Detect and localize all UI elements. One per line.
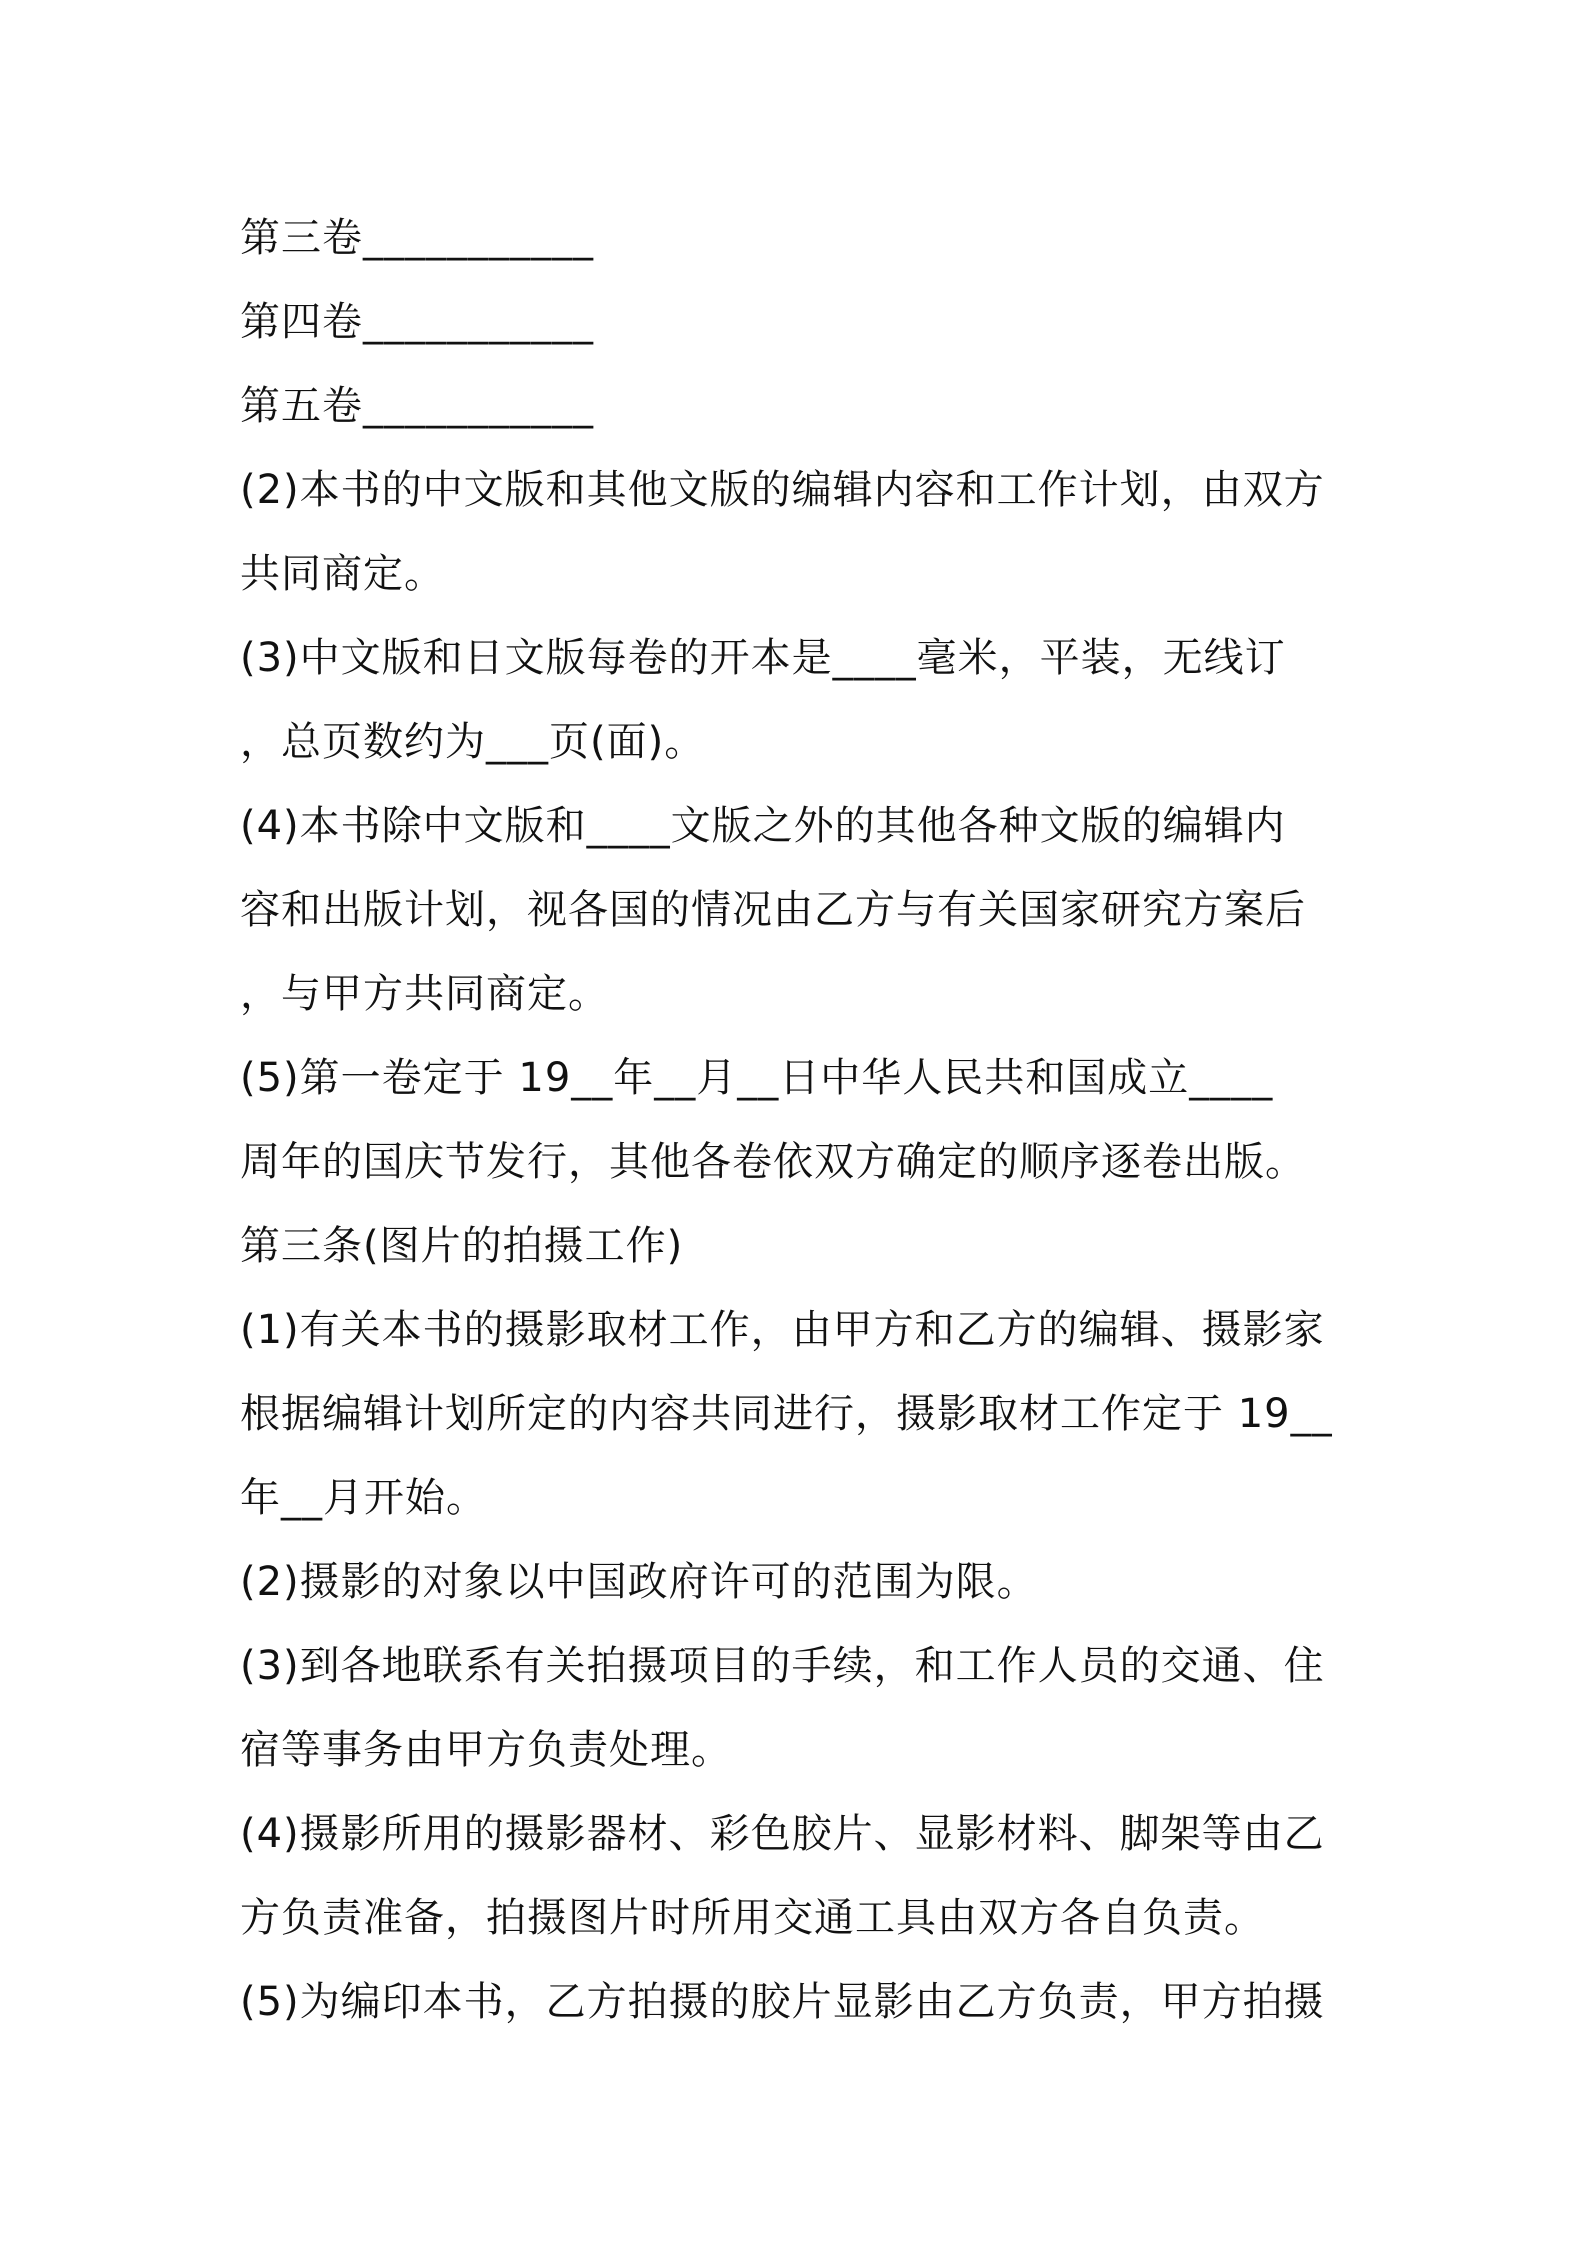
text-line-volume-3: 第三卷___________ [240, 215, 594, 261]
text-line: 容和出版计划，视各国的情况由乙方与有关国家研究方案后 [240, 887, 1306, 933]
text-line: 根据编辑计划所定的内容共同进行，摄影取材工作定于 19__ [240, 1391, 1333, 1437]
text-line: 周年的国庆节发行，其他各卷依双方确定的顺序逐卷出版。 [240, 1139, 1306, 1185]
text-line: (5)第一卷定于 19__年__月__日中华人民共和国成立____ [240, 1055, 1274, 1101]
text-line: 宿等事务由甲方负责处理。 [240, 1727, 732, 1773]
text-line: ，与甲方共同商定。 [240, 971, 609, 1017]
text-line: (5)为编印本书，乙方拍摄的胶片显影由乙方负责，甲方拍摄 [240, 1979, 1325, 2025]
text-line: (4)摄影所用的摄影器材、彩色胶片、显影材料、脚架等由乙 [240, 1811, 1325, 1857]
text-line: (2)本书的中文版和其他文版的编辑内容和工作计划，由双方 [240, 467, 1325, 513]
text-line: 年__月开始。 [240, 1475, 487, 1521]
document-body [240, 196, 1360, 2044]
text-line: 共同商定。 [240, 551, 445, 597]
text-line: (1)有关本书的摄影取材工作，由甲方和乙方的编辑、摄影家 [240, 1307, 1325, 1353]
text-line-volume-4: 第四卷___________ [240, 299, 594, 345]
text-line: (3)中文版和日文版每卷的开本是____毫米，平装，无线订 [240, 635, 1286, 681]
section-heading: 第三条(图片的拍摄工作) [240, 1223, 684, 1269]
text-line: 方负责准备，拍摄图片时所用交通工具由双方各自负责。 [240, 1895, 1265, 1941]
text-line-volume-5: 第五卷___________ [240, 383, 594, 429]
text-line: (3)到各地联系有关拍摄项目的手续，和工作人员的交通、住 [240, 1643, 1325, 1689]
text-line: ，总页数约为___页(面)。 [240, 719, 706, 765]
text-line: (2)摄影的对象以中国政府许可的范围为限。 [240, 1559, 1038, 1605]
text-line: (4)本书除中文版和____文版之外的其他各种文版的编辑内 [240, 803, 1286, 849]
